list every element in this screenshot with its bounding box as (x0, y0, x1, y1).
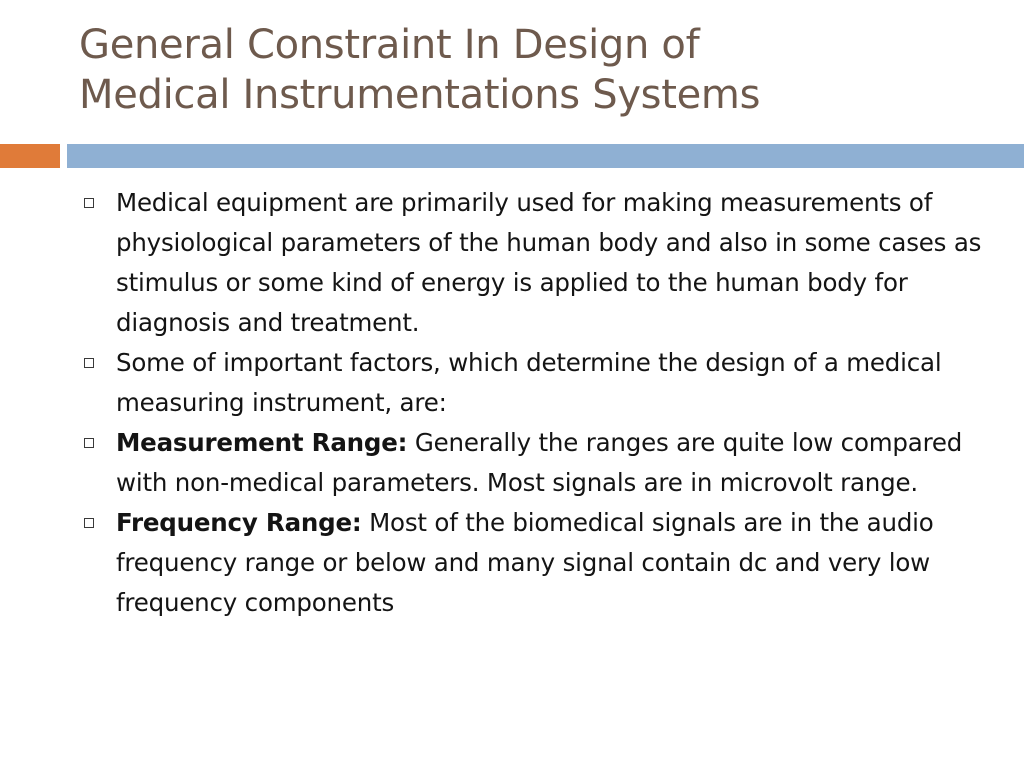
square-bullet-icon (84, 198, 94, 208)
bullet-item-frequency-range (80, 503, 1010, 623)
bullet-text: Generally the ranges are quite low compared with non-medical parameters. Most signals are in microvolt range. (116, 428, 963, 497)
bullet-list (80, 183, 1010, 623)
bullet-text: Some of important factors, which determine the design of a medical measuring instrument, are: (116, 348, 942, 417)
square-bullet-icon (84, 518, 94, 528)
orange-accent-bar (0, 144, 60, 168)
bullet-item-1 (80, 183, 1010, 343)
blue-title-underline-bar (67, 144, 1024, 168)
bullet-text: Medical equipment are primarily used for making measurements of physiological parameters of the human body and also in some cases as stimulus or some kind of energy is applied to the human body for diagnosis and treatment. (116, 188, 982, 337)
bullet-text: Most of the biomedical signals are in the audio frequency range or below and many signal contain dc and very low frequency components (116, 508, 934, 617)
square-bullet-icon (84, 358, 94, 368)
bullet-item-measurement-range (80, 423, 1010, 503)
bullet-term: Measurement Range: (116, 428, 408, 457)
slide-title (79, 20, 979, 120)
bullet-item-2 (80, 343, 1010, 423)
square-bullet-icon (84, 438, 94, 448)
bullet-term: Frequency Range: (116, 508, 362, 537)
slide-title-line-2: Medical Instrumentations Systems (79, 72, 761, 118)
slide-title-line-1: General Constraint In Design of (79, 22, 700, 68)
